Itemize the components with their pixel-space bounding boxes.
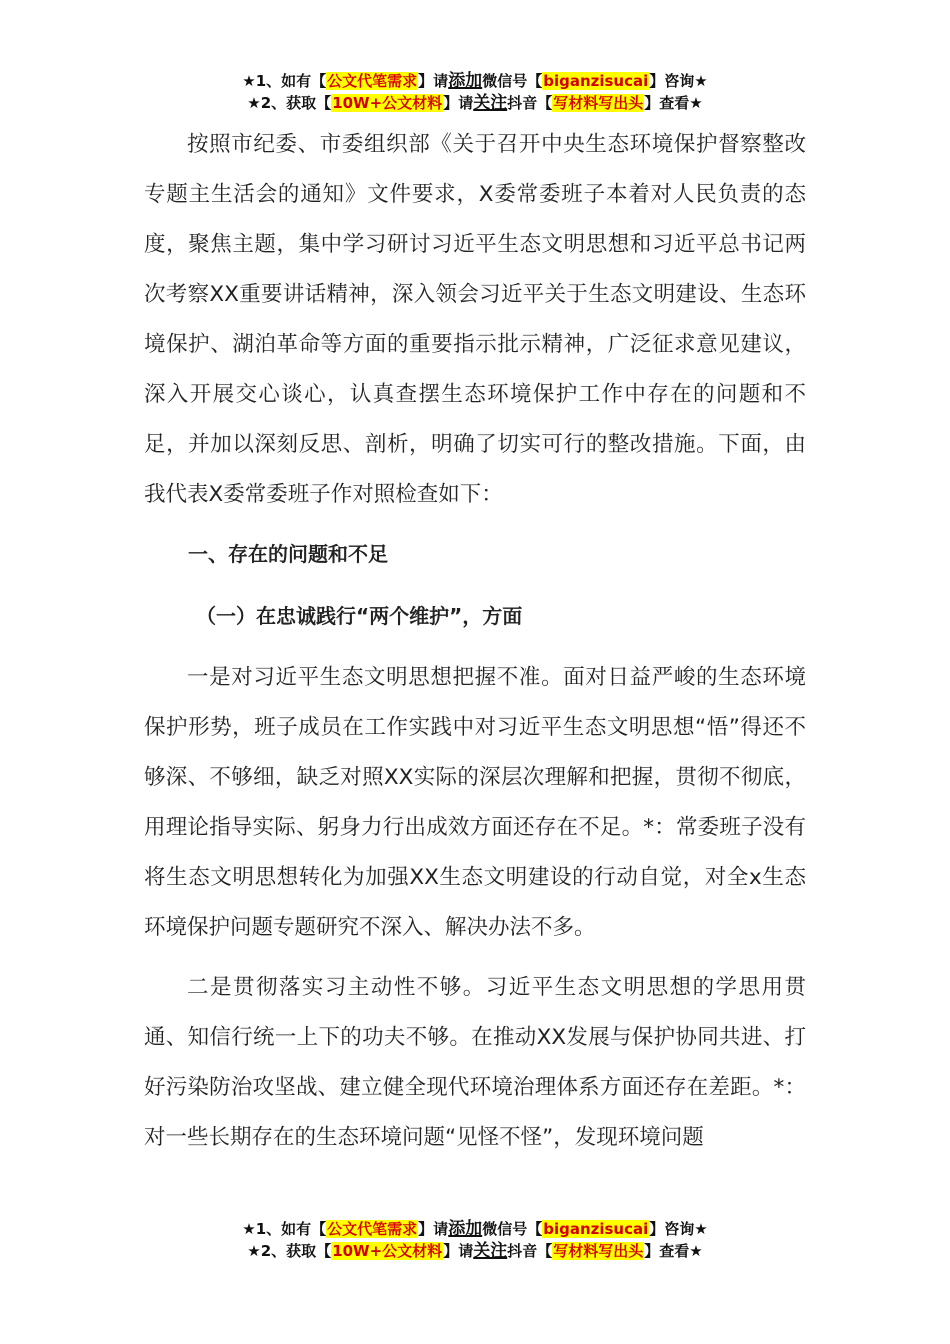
footer-2-prefix: ★2、获取【 <box>247 1242 332 1260</box>
banner-1-mid2: 微信号【 <box>482 72 543 90</box>
footer-2-mid: 】请 <box>443 1242 474 1260</box>
banner-2-prefix: ★2、获取【 <box>247 94 332 112</box>
banner-1-wechat-id: biganzisucai <box>543 72 649 90</box>
footer-2-mid2: 抖音【 <box>507 1242 553 1260</box>
footer-1-wechat-id: biganzisucai <box>543 1220 649 1238</box>
banner-1-emphasis: 添加 <box>448 71 483 91</box>
banner-2-highlight-materials: 10W+公文材料 <box>332 94 443 112</box>
banner-2-suffix: 】查看★ <box>644 94 703 112</box>
footer-1-mid: 】请 <box>418 1220 449 1238</box>
footer-line-2 <box>0 1240 950 1262</box>
banner-1-highlight-service: 公文代笔需求 <box>327 72 418 90</box>
intro-paragraph: 按照市纪委、市委组织部《关于召开中央生态环境保护督察整改专题主生活会的通知》文件要求，X委常委班子本着对人民负责的态度，聚焦主题，集中学习研讨习近平生态文明思想和习近平总书记两次考察XX重要讲话精神，深入领会习近平关于生态文明建设、生态环境保护、湖泊革命等方面的重要指示批示精神，广泛征求意见建议，深入开展交心谈心，认真查摆生态环境保护工作中存在的问题和不足，并加以深刻反思、剖析，明确了切实可行的整改措施。下面，由我代表X委常委班子作对照检查如下： <box>144 132 806 507</box>
banner-1-mid: 】请 <box>418 72 449 90</box>
banner-2-emphasis: 关注 <box>473 93 508 113</box>
subsection-heading: （一）在忠诚践行“两个维护”，方面 <box>196 604 523 628</box>
footer-1-highlight-service: 公文代笔需求 <box>327 1220 418 1238</box>
document-body-para2 <box>144 963 806 1163</box>
footer-banner <box>0 1218 950 1262</box>
paragraph-2: 二是贯彻落实习主动性不够。习近平生态文明思想的学思用贯通、知信行统一上下的功夫不够。在推动XX发展与保护协同共进、打好污染防治攻坚战、建立健全现代环境治理体系方面还存在差距。*：对一些长期存在的生态环境问题“见怪不怪”，发现环境问题 <box>144 975 806 1150</box>
banner-2-mid2: 抖音【 <box>507 94 553 112</box>
banner-1-prefix: ★1、如有【 <box>242 72 327 90</box>
banner-1-suffix: 】咨询★ <box>649 72 708 90</box>
footer-2-douyin-account: 写材料写出头 <box>553 1242 644 1260</box>
banner-2-mid: 】请 <box>443 94 474 112</box>
footer-1-emphasis: 添加 <box>448 1219 483 1239</box>
footer-1-suffix: 】咨询★ <box>649 1220 708 1238</box>
footer-2-suffix: 】查看★ <box>644 1242 703 1260</box>
document-body-para1 <box>144 653 806 953</box>
paragraph-1: 一是对习近平生态文明思想把握不准。面对日益严峻的生态环境保护形势，班子成员在工作实践中对习近平生态文明思想“悟”得还不够深、不够细，缺乏对照XX实际的深层次理解和把握，贯彻不彻底，用理论指导实际、躬身力行出成效方面还存在不足。*：常委班子没有将生态文明思想转化为加强XX生态文明建设的行动自觉，对全x生态环境保护问题专题研究不深入、解决办法不多。 <box>144 665 806 940</box>
footer-line-1 <box>0 1218 950 1240</box>
header-banner <box>0 70 950 114</box>
footer-1-mid2: 微信号【 <box>482 1220 543 1238</box>
banner-2-douyin-account: 写材料写出头 <box>553 94 644 112</box>
footer-2-emphasis: 关注 <box>473 1241 508 1261</box>
footer-2-highlight-materials: 10W+公文材料 <box>332 1242 443 1260</box>
banner-line-1 <box>0 70 950 92</box>
footer-1-prefix: ★1、如有【 <box>242 1220 327 1238</box>
section-heading: 一、存在的问题和不足 <box>188 542 388 566</box>
banner-line-2 <box>0 92 950 114</box>
document-intro <box>144 120 806 520</box>
